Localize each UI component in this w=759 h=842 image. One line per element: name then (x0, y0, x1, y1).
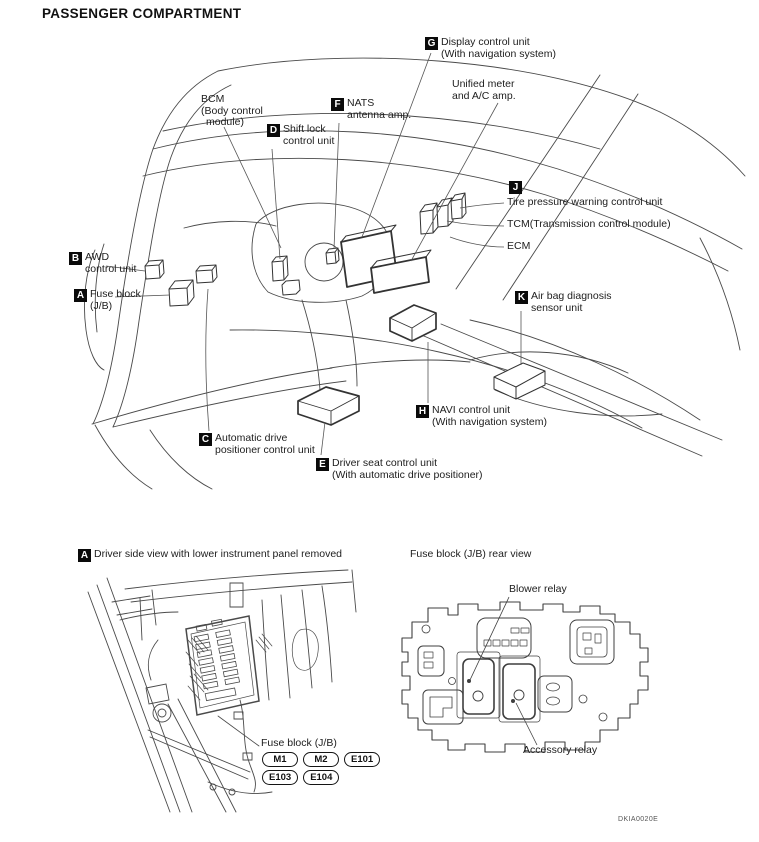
badge-k: K (515, 291, 528, 304)
fuse-block-leader (218, 716, 259, 746)
right-connector (538, 676, 572, 712)
badge-f: F (331, 98, 344, 111)
fuse-block-box (169, 280, 194, 306)
callout-display-control-unit: G Display control unit (With navigation system) (425, 37, 556, 60)
callout-unified-meter: Unified meter and A/C amp. (452, 78, 516, 102)
callout-fuse-block: A Fuse block (J/B) (74, 289, 141, 312)
tcm-ecm-boxes (420, 193, 466, 234)
control-unit-boxes (145, 193, 545, 425)
badge-h: H (416, 405, 429, 418)
fuse-block-rear-view-art (402, 597, 648, 752)
connector-row-1 (262, 752, 385, 767)
label-tcm: TCM(Transmission control module) (507, 218, 671, 230)
accessory-relay-leader (516, 703, 537, 745)
callout-awd-control-unit: B AWD control unit (69, 252, 136, 275)
positioner-control-unit-box (196, 265, 217, 283)
callout-j (509, 181, 525, 194)
accessory-relay-label: Accessory relay (523, 744, 598, 756)
badge-e: E (316, 458, 329, 471)
connector-e103: E103 (262, 770, 298, 785)
label-tire-pressure-unit: Tire pressure warning control unit (507, 196, 663, 208)
callout-driver-seat-control: E Driver seat control unit (With automatic drive positioner) (316, 458, 483, 481)
callout-bcm: BCM (Body control module) (201, 93, 263, 128)
connector-row-2 (262, 770, 344, 785)
small-module-box (282, 280, 300, 295)
connector-m2: M2 (303, 752, 339, 767)
badge-j: J (509, 181, 522, 194)
figure-code: DKIA0020E (618, 816, 659, 823)
callout-auto-drive-positioner: C Automatic drive positioner control unit (199, 433, 315, 456)
callout-nats-antenna: F NATS antenna amp. (331, 98, 411, 121)
callout-shift-lock: D Shift lock control unit (267, 124, 334, 147)
nats-antenna-box (326, 248, 339, 264)
fuse-rows (192, 618, 242, 700)
fuse-block-jb-label: Fuse block (J/B) (261, 737, 337, 749)
connector-m1: M1 (262, 752, 298, 767)
blower-relay-label: Blower relay (509, 583, 567, 595)
badge-g: G (425, 37, 438, 50)
driver-seat-control-box (298, 387, 359, 425)
callout-airbag-sensor: K Air bag diagnosis sensor unit (515, 291, 612, 314)
badge-d: D (267, 124, 280, 137)
shift-lock-box (272, 256, 288, 281)
accessory-relay-shape (503, 664, 535, 719)
navi-control-unit-box (390, 305, 436, 341)
page-title: PASSENGER COMPARTMENT (42, 6, 242, 21)
callout-navi-control-unit: H NAVI control unit (With navigation system) (416, 405, 547, 428)
blower-relay-shape (463, 659, 494, 714)
badge-c: C (199, 433, 212, 446)
awd-control-unit-box (145, 260, 164, 279)
badge-b: B (69, 252, 82, 265)
badge-a: A (74, 289, 87, 302)
left-connector (418, 646, 444, 676)
top-right-connector (570, 620, 614, 664)
connector-e101: E101 (344, 752, 380, 767)
connector-e104: E104 (303, 770, 339, 785)
badge-a-detail: A (78, 549, 91, 562)
label-ecm: ECM (507, 240, 531, 252)
detail-right-header: Fuse block (J/B) rear view (410, 548, 532, 560)
detail-left-header: A Driver side view with lower instrument panel removed (78, 549, 342, 562)
